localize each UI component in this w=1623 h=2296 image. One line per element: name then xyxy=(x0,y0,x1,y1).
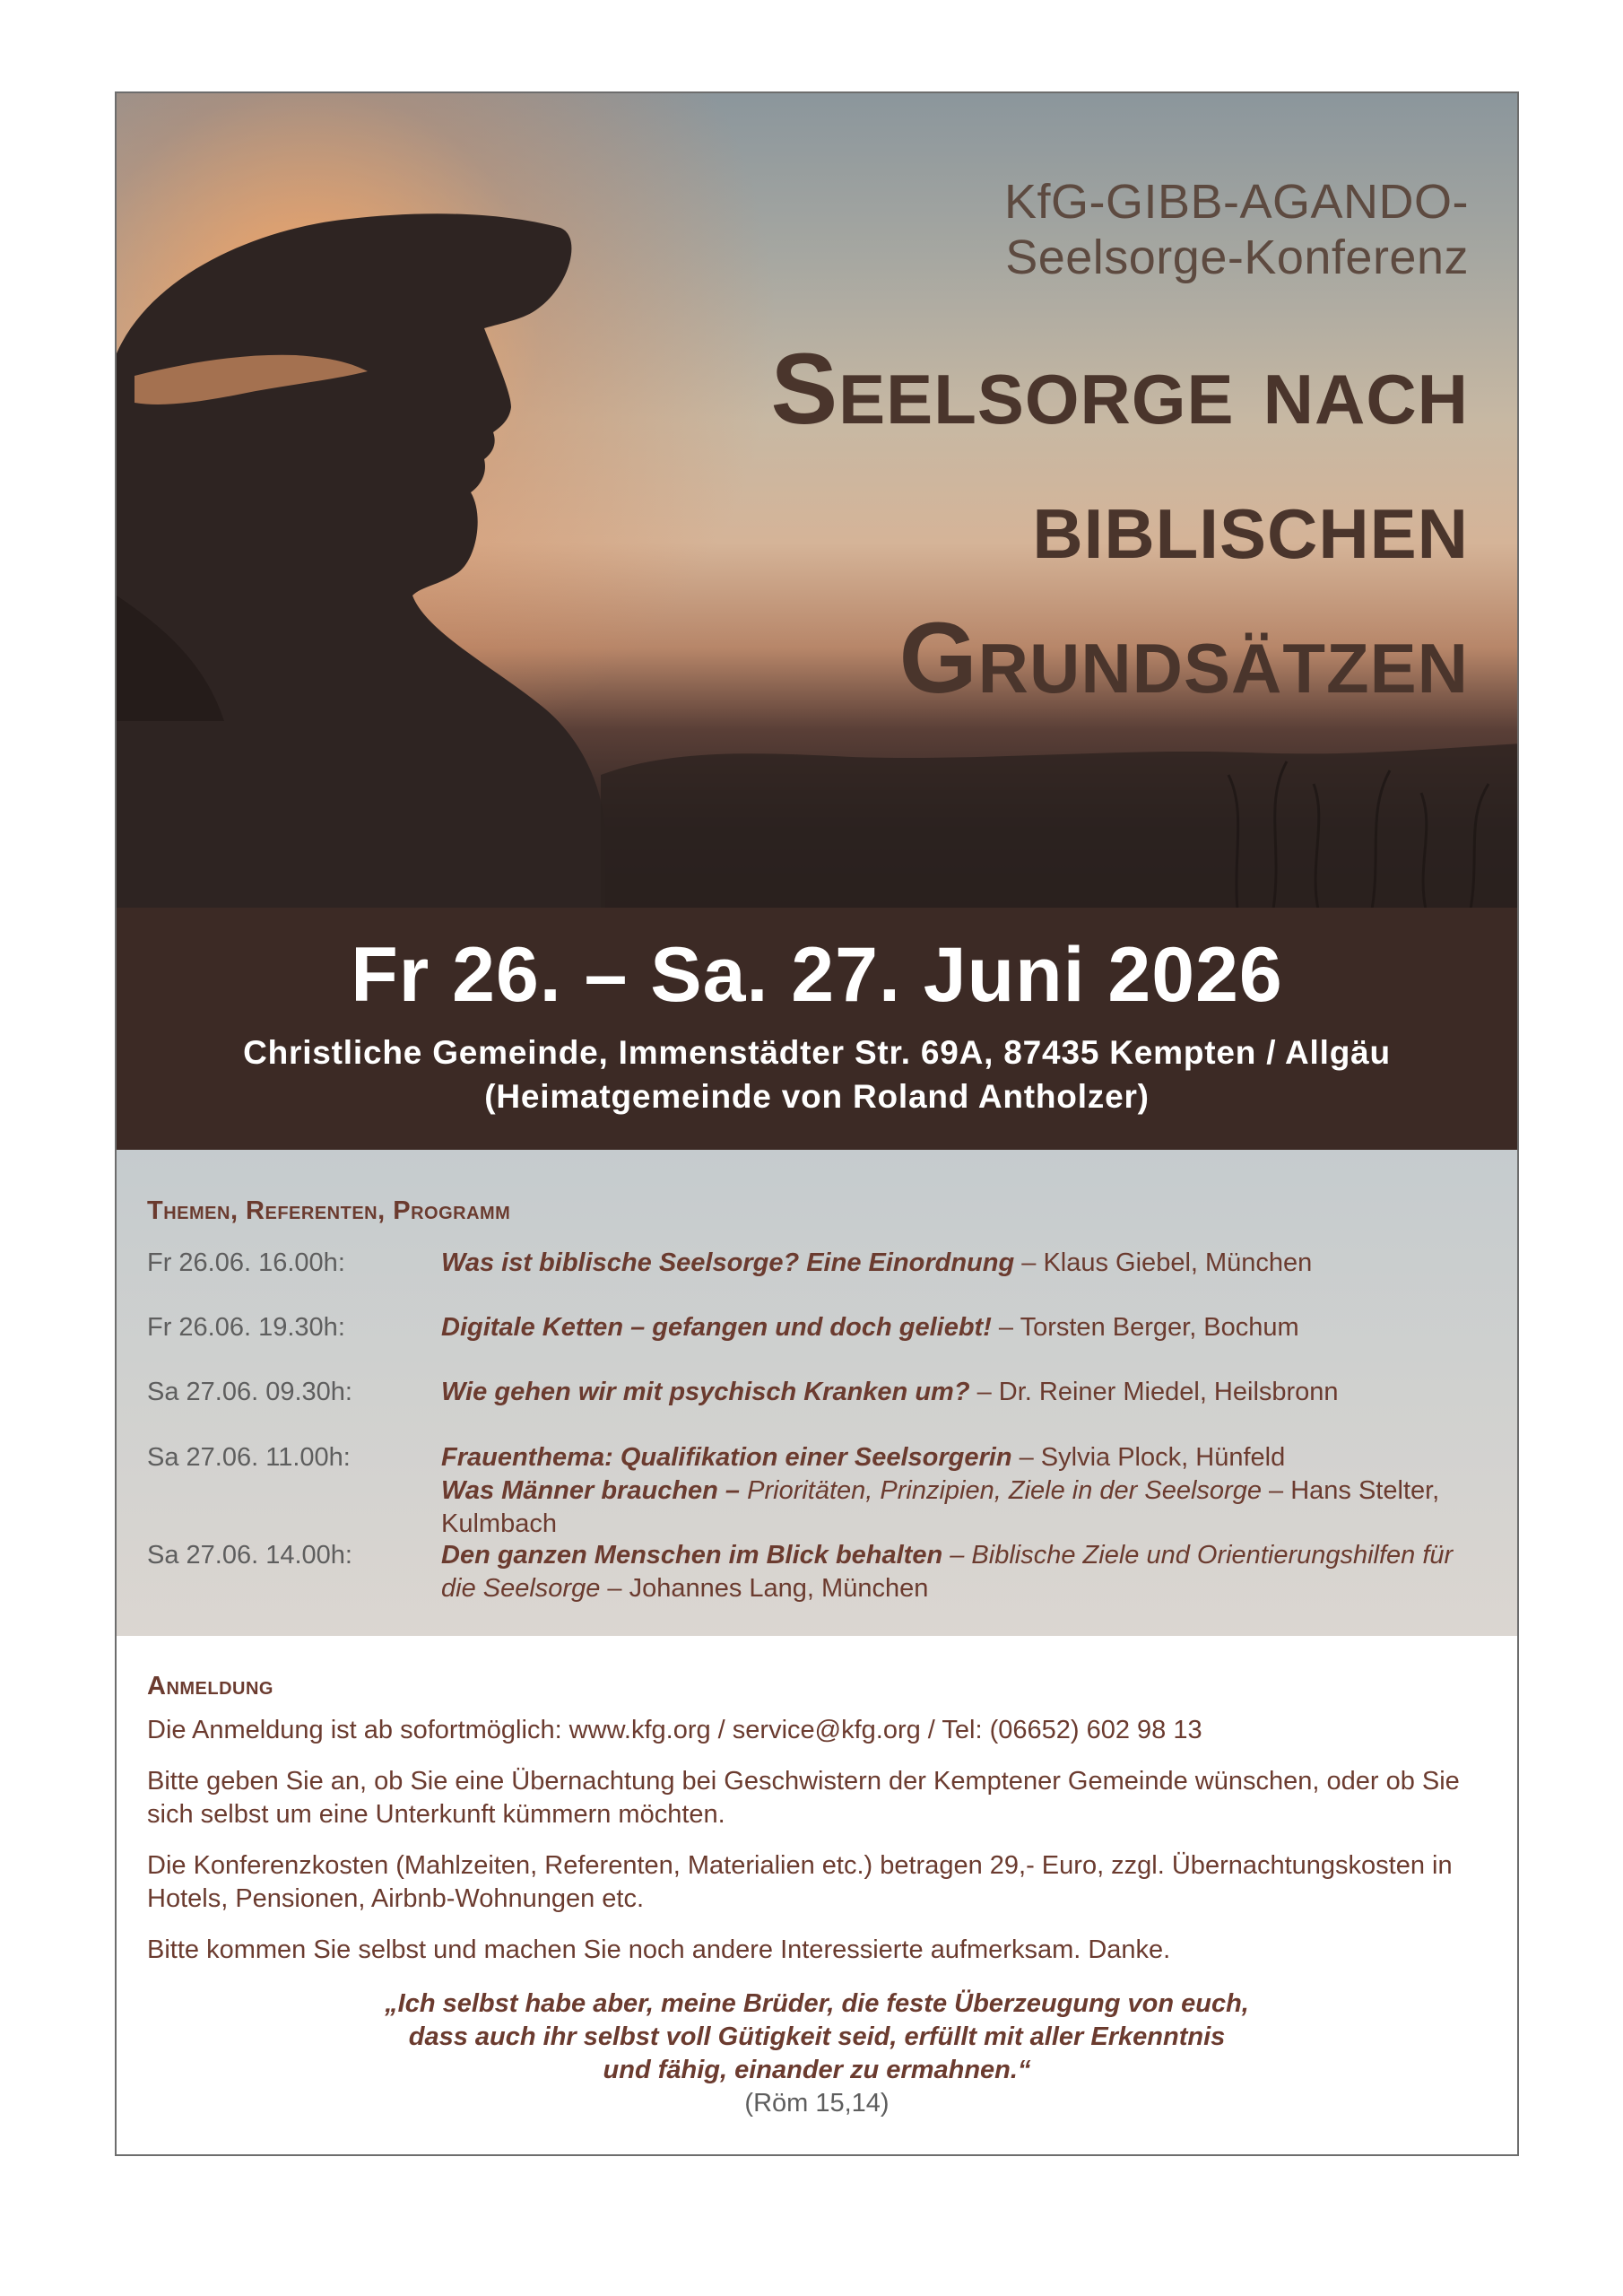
quote-line-3: und fähig, einander zu ermahnen.“ xyxy=(603,2056,1031,2084)
program-topic-2: Was Männer brauchen – xyxy=(441,1476,748,1505)
kicker-line-2: Seelsorge-Konferenz xyxy=(1005,230,1469,284)
program-speaker: – Torsten Berger, Bochum xyxy=(991,1313,1299,1342)
program-speaker-2: – Hans Stelter, Kulmbach xyxy=(441,1476,1440,1538)
kicker-line-1: KfG-GIBB-AGANDO- xyxy=(1003,175,1469,229)
event-note: (Heimatgemeinde von Roland Antholzer) xyxy=(484,1078,1150,1115)
program-section xyxy=(117,1150,1517,1636)
program-time: Fr 26.06. 16.00h: xyxy=(147,1248,345,1277)
registration-paragraph: Bitte kommen Sie selbst und machen Sie noch andere Interessierte aufmerksam. Danke. xyxy=(147,1935,1171,1964)
program-time: Sa 27.06. 14.00h: xyxy=(147,1541,352,1570)
program-topic: Den ganzen Menschen im Blick behalten xyxy=(441,1541,943,1570)
program-subtitle: – Biblische Ziele und Orientierungshilfen für xyxy=(942,1541,1454,1570)
flyer xyxy=(115,91,1519,2156)
conference-kicker xyxy=(1004,174,1469,285)
registration-paragraph: Die Konferenzkosten (Mahlzeiten, Referenten, Materialien etc.) betragen 29,- Euro, zzgl. Übernachtungskosten in Hotels, Pensionen, Airbnb-Wohnungen etc. xyxy=(147,1851,1453,1913)
registration-heading: Anmeldung xyxy=(147,1672,273,1700)
title-line-1: Seelsorge nach xyxy=(770,333,1469,445)
bible-quote xyxy=(117,1987,1517,2120)
program-time: Sa 27.06. 11.00h: xyxy=(147,1443,351,1472)
event-date: Fr 26. – Sa. 27. Juni 2026 xyxy=(351,932,1283,1018)
registration-paragraph: Bitte geben Sie an, ob Sie eine Übernachtung bei Geschwistern der Kemptener Gemeinde wünschen, oder ob Sie sich selbst um eine Unterkunft kümmern möchten. xyxy=(147,1767,1460,1829)
program-topic: Frauenthema: Qualifikation einer Seelsorgerin xyxy=(441,1443,1012,1472)
page-title xyxy=(770,322,1469,726)
quote-line-2: dass auch ihr selbst voll Gütigkeit seid, erfüllt mit aller Erkenntnis xyxy=(408,2022,1226,2051)
program-time: Fr 26.06. 19.30h: xyxy=(147,1313,345,1342)
program-topic: Wie gehen wir mit psychisch Kranken um? xyxy=(441,1378,970,1406)
hero-photo xyxy=(117,93,1517,909)
program-subtitle-2: Prioritäten, Prinzipien, Ziele in der Seelsorge xyxy=(747,1476,1262,1505)
event-address: Christliche Gemeinde, Immenstädter Str. 69A, 87435 Kempten / Allgäu xyxy=(243,1034,1391,1071)
quote-line-1: „Ich selbst habe aber, meine Brüder, die feste Überzeugung von euch, xyxy=(385,1989,1249,2018)
title-line-2: biblischen xyxy=(1032,467,1469,579)
program-speaker: – Johannes Lang, München xyxy=(600,1574,929,1603)
program-topic: Was ist biblische Seelsorge? Eine Einordnung xyxy=(441,1248,1015,1277)
registration-section xyxy=(147,1672,1492,1985)
program-subtitle-line-2: die Seelsorge xyxy=(441,1574,601,1603)
program-speaker: – Dr. Reiner Miedel, Heilsbronn xyxy=(969,1378,1339,1406)
program-time: Sa 27.06. 09.30h: xyxy=(147,1378,352,1406)
registration-paragraph: Die Anmeldung ist ab sofortmöglich: www.kfg.org / service@kfg.org / Tel: (06652) 602 98 13 xyxy=(147,1716,1202,1744)
program-speaker: – Klaus Giebel, München xyxy=(1014,1248,1313,1277)
program-topic: Digitale Ketten – gefangen und doch geliebt! xyxy=(441,1313,992,1342)
program-speaker: – Sylvia Plock, Hünfeld xyxy=(1011,1443,1286,1472)
title-line-3: Grundsätzen xyxy=(898,602,1469,714)
program-heading: Themen, Referenten, Programm xyxy=(147,1196,511,1225)
quote-reference: (Röm 15,14) xyxy=(744,2089,890,2118)
date-location-band xyxy=(117,908,1517,1150)
